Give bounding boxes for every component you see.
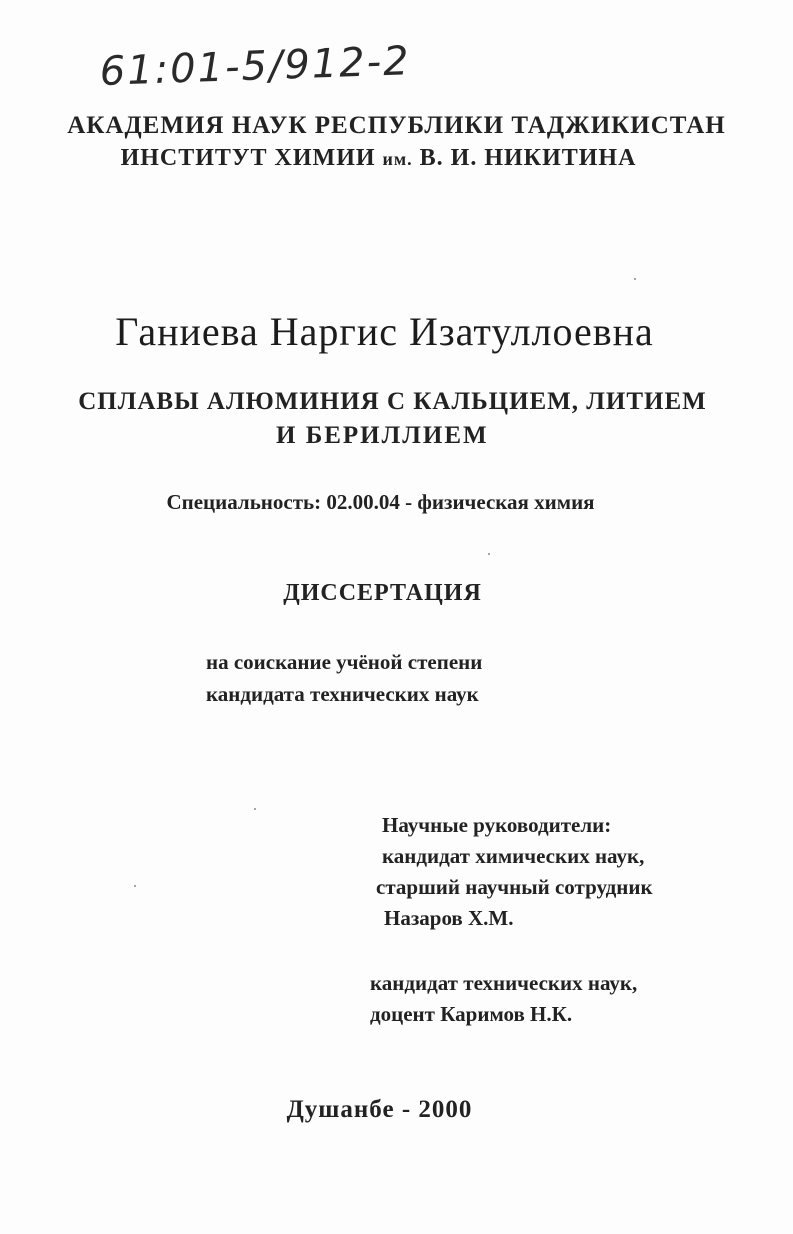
city-year: Душанбе - 2000	[286, 1096, 473, 1123]
scan-speck	[254, 808, 256, 810]
scan-speck	[134, 885, 136, 887]
document-type: ДИССЕРТАЦИЯ	[283, 580, 482, 606]
supervisor2-position-name: доцент Каримов Н.К.	[370, 1002, 573, 1026]
institute-abbr: им.	[382, 149, 413, 169]
degree-line1: на соискание учёной степени	[206, 650, 483, 674]
supervisors-heading: Научные руководители:	[382, 813, 612, 837]
dissertation-title-line1: СПЛАВЫ АЛЮМИНИЯ С КАЛЬЦИЕМ, ЛИТИЕМ	[78, 388, 707, 415]
dissertation-title-line2: И БЕРИЛЛИЕМ	[276, 422, 489, 449]
institute-heading	[0, 145, 775, 172]
author-name: Ганиева Наргис Изатуллоевна	[115, 309, 654, 354]
supervisor1-name: Назаров Х.М.	[384, 906, 514, 930]
supervisor1-degree: кандидат химических наук,	[382, 844, 645, 868]
supervisors-block	[376, 810, 653, 934]
speciality: Специальность: 02.00.04 - физическая химия	[166, 490, 595, 514]
handwritten-catalog-number	[99, 31, 501, 115]
scan-speck	[634, 278, 636, 280]
institute-name: В. И. НИКИТИНА	[419, 145, 637, 171]
supervisor1-position: старший научный сотрудник	[376, 875, 653, 899]
scan-speck	[488, 553, 490, 555]
degree-line2: кандидата технических наук	[206, 682, 479, 706]
supervisor2-degree: кандидат технических наук,	[370, 971, 638, 995]
academy-heading: АКАДЕМИЯ НАУК РЕСПУБЛИКИ ТАДЖИКИСТАН	[67, 112, 726, 139]
institute-main: ИНСТИТУТ ХИМИИ	[120, 145, 376, 171]
handwritten-number-text: 61:01-5/912-2	[99, 38, 412, 95]
supervisor2-block	[370, 968, 637, 1030]
